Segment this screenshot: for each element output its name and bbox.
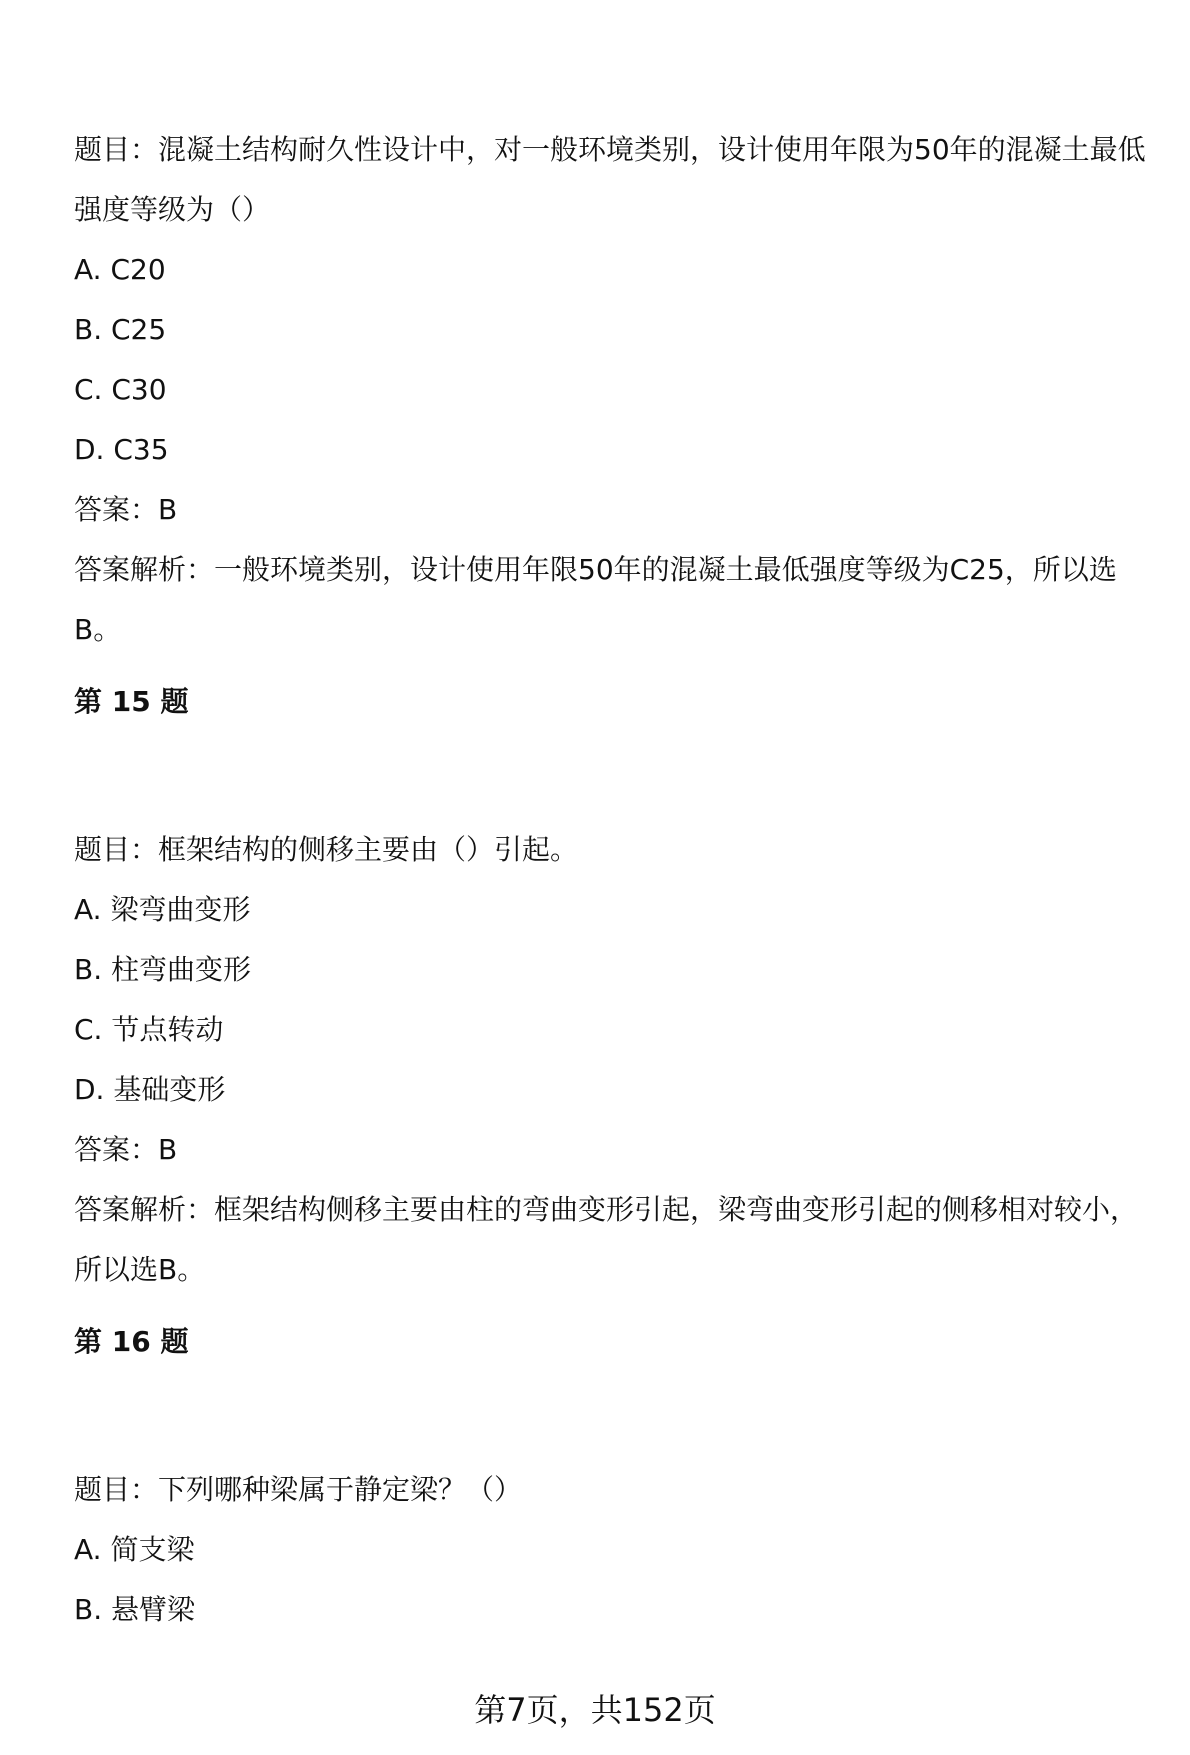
option-a: A. 简支梁 xyxy=(74,1533,195,1566)
question-16 xyxy=(74,1312,1164,1640)
option-a: A. 梁弯曲变形 xyxy=(74,893,251,926)
question-stem: 题目：下列哪种梁属于静定梁？（） xyxy=(74,1473,523,1506)
question-heading: 第 15 题 xyxy=(74,685,189,718)
answer-analysis: 答案解析：框架结构侧移主要由柱的弯曲变形引起，梁弯曲变形引起的侧移相对较小，所以选B。 xyxy=(74,1193,1139,1286)
option-c: C. 节点转动 xyxy=(74,1013,224,1046)
answer: 答案：B xyxy=(74,1133,178,1166)
question-stem: 题目：混凝土结构耐久性设计中，对一般环境类别，设计使用年限为50年的混凝土最低强度等级为（） xyxy=(74,133,1146,226)
answer-analysis: 答案解析：一般环境类别，设计使用年限50年的混凝土最低强度等级为C25，所以选B。 xyxy=(74,553,1117,646)
option-a: A. C20 xyxy=(74,253,166,286)
page-number-footer: 第7页，共152页 xyxy=(474,1691,716,1729)
question-15 xyxy=(74,672,1164,1300)
option-c: C. C30 xyxy=(74,373,167,406)
question-14 xyxy=(74,120,1164,660)
question-heading: 第 16 题 xyxy=(74,1325,189,1358)
option-b: B. 柱弯曲变形 xyxy=(74,953,252,986)
option-b: B. 悬臂梁 xyxy=(74,1593,196,1626)
answer: 答案：B xyxy=(74,493,178,526)
option-b: B. C25 xyxy=(74,313,167,346)
page-content xyxy=(74,120,1164,1640)
option-d: D. 基础变形 xyxy=(74,1073,226,1106)
question-stem: 题目：框架结构的侧移主要由（）引起。 xyxy=(74,833,579,866)
option-d: D. C35 xyxy=(74,433,169,466)
